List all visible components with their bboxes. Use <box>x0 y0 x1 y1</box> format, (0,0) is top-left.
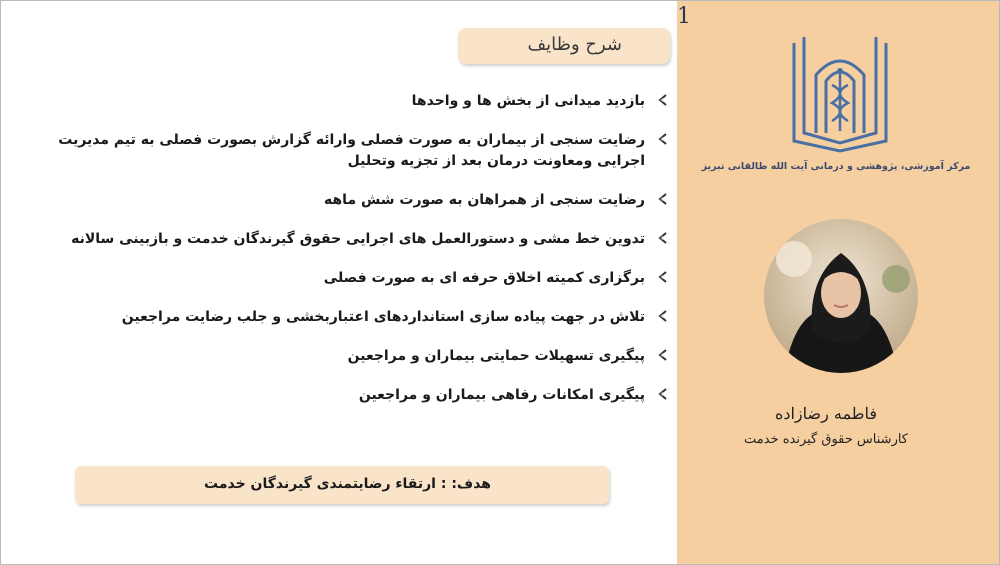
avatar <box>764 219 918 373</box>
chevron-check-icon <box>655 269 671 285</box>
content-panel <box>1 1 677 564</box>
chevron-check-icon <box>655 92 671 108</box>
list-item <box>19 307 675 328</box>
list-item <box>19 268 675 289</box>
list-item-text: بازدید میدانی از بخش ها و واحدها <box>411 93 645 109</box>
list-item-text: تدوین خط مشی و دستورالعمل های اجرایی حقوق گیرندگان خدمت و بازبینی سالانه <box>71 231 645 247</box>
person-role: کارشناس حقوق گیرنده خدمت <box>743 432 908 447</box>
chevron-check-icon <box>655 191 671 207</box>
person-name: فاطمه رضازاده <box>774 404 878 423</box>
person-photo-icon <box>764 219 918 373</box>
list-item <box>19 229 675 250</box>
list-item-text: پیگیری تسهیلات حمایتی بیماران و مراجعین <box>347 348 645 364</box>
chevron-check-icon <box>655 230 671 246</box>
chevron-check-icon <box>655 308 671 324</box>
hospital-logo-icon <box>786 33 894 155</box>
duties-list <box>19 91 675 424</box>
chevron-check-icon <box>655 131 671 147</box>
list-item <box>19 346 675 367</box>
slide-title: شرح وظایف <box>527 34 622 55</box>
list-item <box>19 91 675 112</box>
list-item-text: رضایت سنجی از همراهان به صورت شش ماهه <box>323 192 645 208</box>
list-item-text: رضایت سنجی از بیماران به صورت فصلی وارائه گزارش بصورت فصلی به تیم مدیریت اجرایی ومعاونت درمان بعد از تجزیه وتحلیل <box>58 132 645 169</box>
list-item-text: تلاش در جهت پیاده سازی استانداردهای اعتباربخشی و جلب رضایت مراجعین <box>121 309 645 325</box>
title-box <box>458 28 670 64</box>
goal-text: هدف: : ارتقاء رضایتمندی گیرندگان خدمت <box>204 476 491 492</box>
chevron-check-icon <box>655 386 671 402</box>
list-item <box>19 385 675 406</box>
list-item-text: برگزاری کمیته اخلاق حرفه ای به صورت فصلی <box>323 270 645 286</box>
list-item <box>19 190 675 211</box>
slide-number: 1 <box>677 4 691 29</box>
list-item <box>19 130 675 172</box>
goal-box <box>75 466 609 504</box>
list-item-text: پیگیری امکانات رفاهی بیماران و مراجعین <box>358 387 645 403</box>
organization-name: مرکز آموزشی، پژوهشی و درمانی آیت الله طالقانی تبریز <box>701 161 971 172</box>
chevron-check-icon <box>655 347 671 363</box>
